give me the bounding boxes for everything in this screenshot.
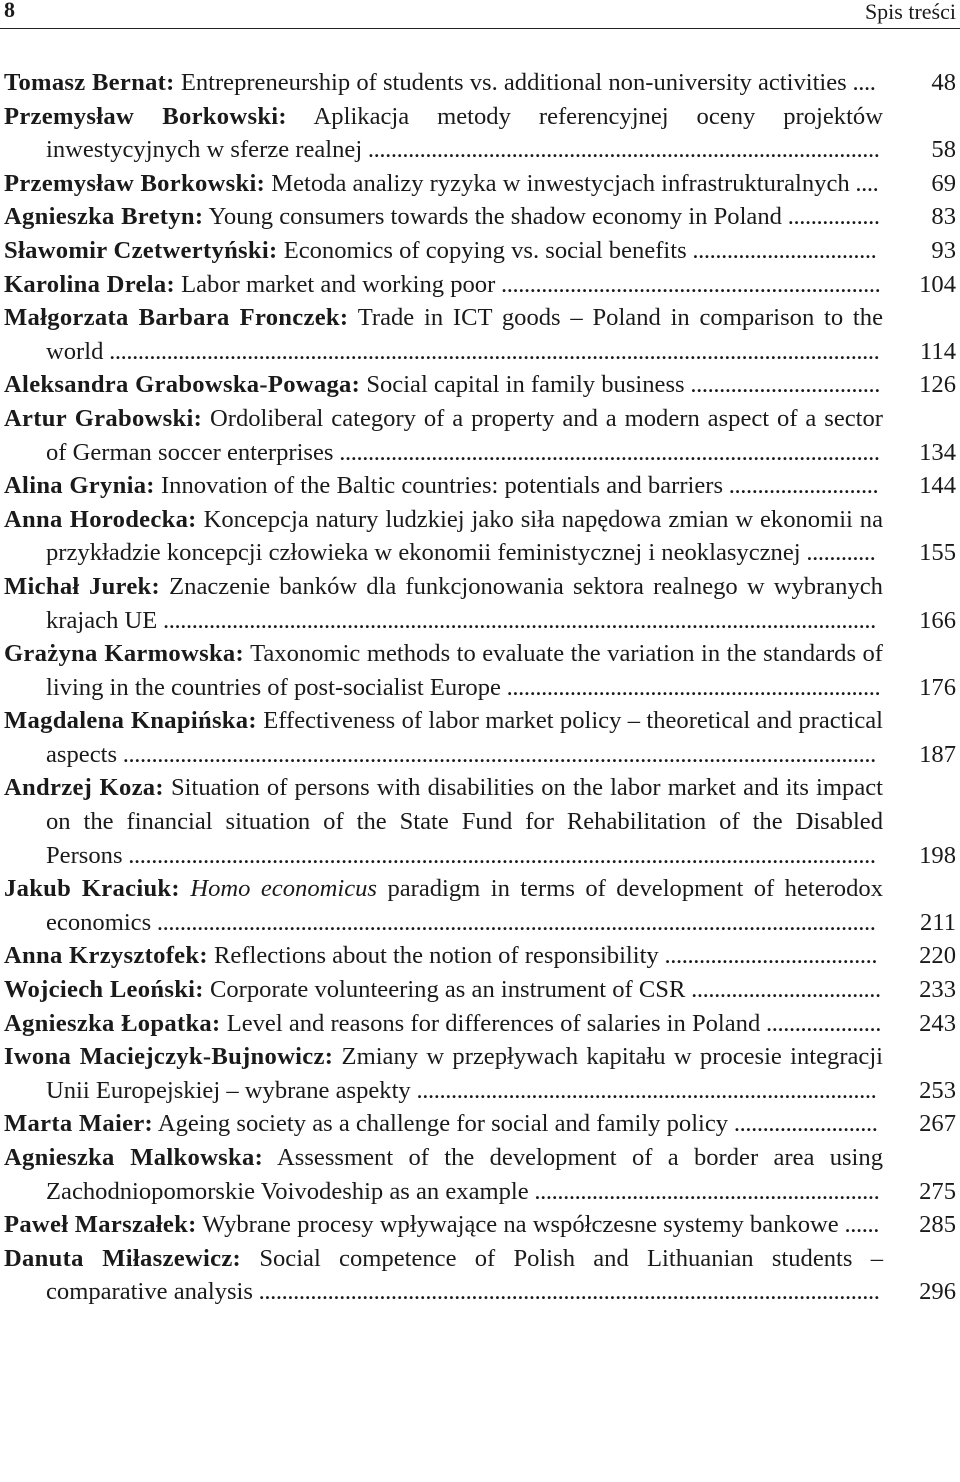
leader-dots: .................................................................................................................................. bbox=[122, 841, 876, 869]
leader-dots: ................................................................................................................................... bbox=[117, 740, 876, 768]
toc-entry[interactable] bbox=[4, 402, 956, 469]
toc-entry-text bbox=[4, 570, 883, 637]
toc-entry-text bbox=[4, 1242, 883, 1309]
toc-author: Karolina Drela: bbox=[4, 270, 175, 298]
leader-dots: ............................................................................................................................. bbox=[151, 908, 876, 936]
leader-dots: .................... bbox=[760, 1009, 881, 1037]
toc-entry[interactable] bbox=[4, 234, 956, 268]
toc-author: Sławomir Czetwertyński: bbox=[4, 236, 278, 264]
toc-title: Labor market and working poor bbox=[181, 270, 496, 298]
toc-page-number: 104 bbox=[919, 270, 956, 298]
toc-title: Economics of copying vs. social benefits bbox=[283, 236, 687, 264]
toc-title: Znaczenie banków dla funkcjonowania sektora realnego w wybranych krajach UE bbox=[46, 572, 883, 634]
leader-dots: ................................ bbox=[686, 236, 877, 264]
toc-title: Entrepreneurship of students vs. additional non-university activities bbox=[180, 69, 847, 96]
toc-page-number: 233 bbox=[919, 976, 956, 1004]
toc-page-number: 198 bbox=[919, 841, 956, 869]
toc-author: Andrzej Koza: bbox=[4, 774, 164, 802]
toc-page-number: 285 bbox=[919, 1211, 956, 1239]
toc-author: Grażyna Karmowska: bbox=[4, 640, 245, 668]
toc-entry-text bbox=[4, 100, 883, 167]
toc-author: Aleksandra Grabowska-Powaga: bbox=[4, 371, 361, 399]
toc-entry[interactable] bbox=[4, 200, 956, 234]
toc-page-number: 134 bbox=[919, 438, 956, 466]
toc-entry[interactable] bbox=[4, 570, 956, 637]
toc-page-number: 211 bbox=[920, 908, 956, 936]
toc-page-number: 253 bbox=[919, 1076, 956, 1104]
toc-title: Level and reasons for differences of salaries in Poland bbox=[226, 1009, 761, 1037]
toc-title: Ordoliberal category of a property and a modern aspect of a sector of German soccer enterprises bbox=[46, 404, 883, 466]
toc-title: Metoda analizy ryzyka w inwestycjach infrastrukturalnych bbox=[271, 169, 850, 197]
toc-page-number: 114 bbox=[920, 337, 956, 365]
toc-page-number: 69 bbox=[931, 169, 956, 197]
toc-entry[interactable] bbox=[4, 503, 956, 570]
toc-title: Wybrane procesy wpływające na współczesne systemy bankowe bbox=[202, 1211, 839, 1239]
toc-page-number: 144 bbox=[919, 472, 956, 500]
toc-title: Social capital in family business bbox=[366, 371, 685, 399]
toc-page-number: 296 bbox=[919, 1278, 956, 1306]
toc-title: Koncepcja natury ludzkiej jako siła napędowa zmian w ekonomii na przykładzie koncepcji człowieka w ekonomii feministycznej i neoklasycznej bbox=[46, 505, 883, 567]
leader-dots: ...... bbox=[838, 1211, 879, 1239]
toc-author: Paweł Marszałek: bbox=[4, 1211, 197, 1239]
toc-entry[interactable] bbox=[4, 167, 956, 201]
toc-author: Marta Maier: bbox=[4, 1110, 154, 1138]
toc-entry[interactable] bbox=[4, 973, 956, 1007]
toc-entry[interactable] bbox=[4, 1007, 956, 1041]
toc-entry-text bbox=[4, 1141, 883, 1208]
toc-title: Situation of persons with disabilities on the labor market and its impact on the financial situation of the State Fund for Rehabilitation of the Disabled Persons bbox=[46, 774, 883, 869]
toc-entry[interactable] bbox=[4, 1107, 956, 1141]
toc-author: Anna Krzysztofek: bbox=[4, 942, 208, 970]
toc-page-number: 187 bbox=[919, 740, 956, 768]
page-number: 8 bbox=[4, 0, 15, 22]
toc-entry-text bbox=[4, 1007, 883, 1041]
toc-entry-text bbox=[4, 1208, 883, 1242]
toc-author: Agnieszka Bretyn: bbox=[4, 203, 204, 231]
page-header bbox=[0, 0, 960, 29]
toc-page-number: 220 bbox=[919, 942, 956, 970]
toc-entry[interactable] bbox=[4, 268, 956, 302]
leader-dots: ......................................................................................... bbox=[362, 136, 880, 164]
toc-author: Przemysław Borkowski: bbox=[4, 102, 287, 130]
toc-author: Michał Jurek: bbox=[4, 572, 161, 600]
toc-author: Agnieszka Łopatka: bbox=[4, 1009, 221, 1037]
leader-dots: ..................................... bbox=[658, 942, 878, 970]
leader-dots: ................................. bbox=[685, 976, 881, 1004]
toc-entry[interactable] bbox=[4, 368, 956, 402]
toc-page-number: 155 bbox=[919, 539, 956, 567]
leader-dots: ............................................................ bbox=[528, 1177, 880, 1205]
table-of-contents bbox=[4, 66, 956, 1309]
toc-title: Ageing society as a challenge for social and family policy bbox=[157, 1110, 729, 1138]
toc-author: Przemysław Borkowski: bbox=[4, 169, 266, 197]
toc-entry-text bbox=[4, 939, 883, 973]
toc-page-number: 275 bbox=[919, 1177, 956, 1205]
toc-entry[interactable] bbox=[4, 637, 956, 704]
toc-entry[interactable] bbox=[4, 100, 956, 167]
toc-title: Young consumers towards the shadow economy in Poland bbox=[208, 203, 782, 231]
toc-title: Aplikacja metody referencyjnej oceny projektów inwestycyjnych w sferze realnej bbox=[46, 102, 883, 164]
toc-entry[interactable] bbox=[4, 771, 956, 872]
toc-entry[interactable] bbox=[4, 872, 956, 939]
toc-page-number: 126 bbox=[919, 371, 956, 399]
toc-entry-text bbox=[4, 234, 883, 268]
leader-dots: ................................................................................ bbox=[410, 1076, 877, 1104]
toc-entry[interactable] bbox=[4, 1242, 956, 1309]
toc-entry[interactable] bbox=[4, 1040, 956, 1107]
toc-author: Agnieszka Malkowska: bbox=[4, 1144, 264, 1171]
toc-author: Alina Grynia: bbox=[4, 472, 155, 500]
toc-entry-text bbox=[4, 268, 883, 302]
leader-dots: .... bbox=[846, 69, 876, 96]
toc-entry-text bbox=[4, 469, 883, 503]
toc-author: Wojciech Leoński: bbox=[4, 976, 204, 1004]
toc-page-number: 243 bbox=[919, 1009, 956, 1037]
toc-entry-text bbox=[4, 704, 883, 771]
toc-page-number: 58 bbox=[931, 136, 956, 164]
toc-title: Zmiany w przepływach kapitału w procesie integracji Unii Europejskiej – wybrane aspekty bbox=[46, 1043, 884, 1104]
leader-dots: ......................... bbox=[728, 1110, 878, 1138]
leader-dots: ............ bbox=[800, 539, 876, 567]
toc-title: Trade in ICT goods – Poland in comparison to the world bbox=[46, 304, 883, 365]
toc-entry-text bbox=[4, 973, 883, 1007]
toc-author: Iwona Maciejczyk-Bujnowicz: bbox=[4, 1043, 334, 1071]
leader-dots: .............................................................................................. bbox=[333, 438, 880, 466]
toc-page-number: 166 bbox=[919, 606, 956, 634]
toc-author: Anna Horodecka: bbox=[4, 505, 197, 533]
toc-page-number: 267 bbox=[919, 1110, 956, 1138]
toc-title: Taxonomic methods to evaluate the variation in the standards of living in the countries of post-socialist Europe bbox=[46, 640, 883, 701]
toc-page-number: 83 bbox=[931, 203, 956, 231]
leader-dots: ................................. bbox=[684, 371, 881, 399]
toc-entry-text bbox=[4, 503, 883, 570]
toc-author: Tomasz Bernat: bbox=[4, 69, 175, 96]
toc-entry[interactable] bbox=[4, 469, 956, 503]
toc-entry-text bbox=[4, 167, 883, 201]
toc-entry[interactable] bbox=[4, 66, 956, 100]
toc-page-number: 176 bbox=[919, 673, 956, 701]
toc-title: Assessment of the development of a border area using Zachodniopomorskie Voivodeship as an example bbox=[46, 1144, 883, 1205]
toc-entry[interactable] bbox=[4, 704, 956, 771]
toc-entry-text bbox=[4, 637, 883, 704]
toc-title: Social competence of Polish and Lithuanian students – comparative analysis bbox=[46, 1244, 883, 1306]
toc-entry-text bbox=[4, 771, 883, 872]
toc-entry[interactable] bbox=[4, 1208, 956, 1242]
toc-entry-text bbox=[4, 368, 883, 402]
toc-title: Effectiveness of labor market policy – theoretical and practical aspects bbox=[46, 707, 884, 768]
leader-dots: ............................................................................................................................ bbox=[157, 606, 876, 634]
toc-author: Danuta Miłaszewicz: bbox=[4, 1244, 242, 1272]
leader-dots: ................ bbox=[781, 203, 880, 231]
leader-dots: .... bbox=[849, 169, 879, 197]
toc-author: Małgorzata Barbara Fronczek: bbox=[4, 304, 349, 332]
leader-dots: ............................................................................................................ bbox=[252, 1278, 880, 1306]
toc-title: paradigm in terms of development of heterodox economics bbox=[46, 875, 883, 936]
toc-entry[interactable] bbox=[4, 1141, 956, 1208]
toc-title-italic: Homo economicus bbox=[190, 875, 377, 903]
toc-entry-text bbox=[4, 200, 883, 234]
toc-entry-text bbox=[4, 66, 883, 100]
toc-page-number: 93 bbox=[931, 236, 956, 264]
toc-author: Jakub Kraciuk: bbox=[4, 875, 180, 903]
toc-title: Innovation of the Baltic countries: potentials and barriers bbox=[160, 472, 724, 500]
toc-author: Magdalena Knapińska: bbox=[4, 707, 257, 735]
leader-dots: .................................................................. bbox=[495, 270, 881, 298]
toc-author: Artur Grabowski: bbox=[4, 404, 203, 432]
toc-entry-text bbox=[4, 1040, 883, 1107]
toc-entry-text bbox=[4, 872, 883, 939]
leader-dots: ................................................................. bbox=[500, 673, 881, 701]
toc-page-number: 48 bbox=[931, 69, 956, 96]
toc-entry-text bbox=[4, 301, 883, 368]
toc-title: Corporate volunteering as an instrument of CSR bbox=[209, 976, 686, 1004]
toc-entry[interactable] bbox=[4, 939, 956, 973]
toc-entry[interactable] bbox=[4, 301, 956, 368]
leader-dots: .......................... bbox=[723, 472, 879, 500]
leader-dots: ...................................................................................................................................... bbox=[103, 337, 880, 365]
toc-entry-text bbox=[4, 1107, 883, 1141]
section-title: Spis treści bbox=[864, 0, 956, 24]
toc-title: Reflections about the notion of responsibility bbox=[214, 942, 659, 970]
toc-entry-text bbox=[4, 402, 883, 469]
